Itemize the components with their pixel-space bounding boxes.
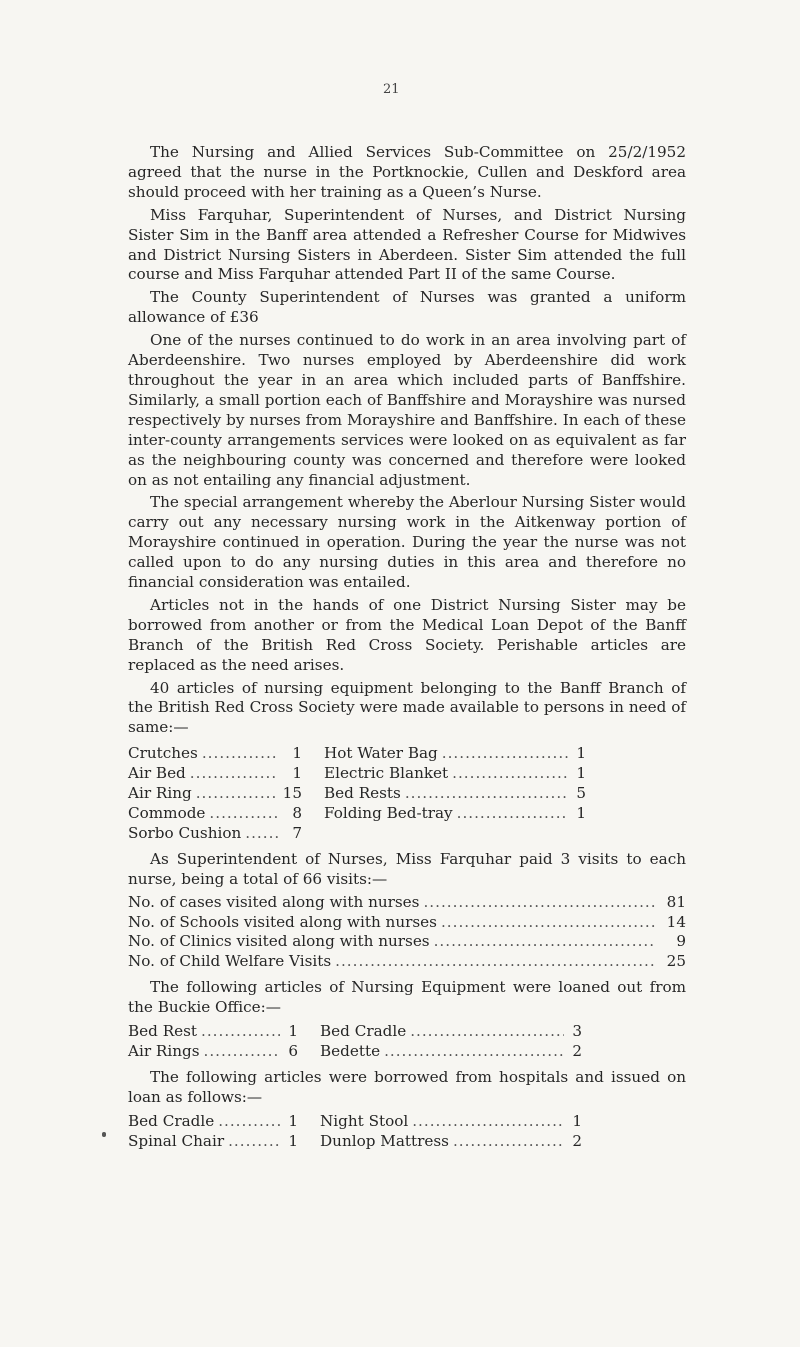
item-label: Commode: [128, 804, 206, 822]
list-item: [128, 824, 686, 844]
item-label: Spinal Chair: [128, 1131, 225, 1150]
list-item: [128, 804, 686, 824]
list-item: [128, 1112, 686, 1132]
item-count: 5: [576, 784, 586, 803]
list-item: [128, 932, 686, 952]
item-label: Bed Cradle: [128, 1111, 215, 1130]
list-item: [128, 1042, 686, 1062]
item-count: 1: [572, 1111, 582, 1130]
list-item: [128, 784, 686, 804]
paragraph-inter-county: One of the nurses continued to do work in an area involving part of Aberdeenshire. Two nurses employed by Aberdeenshire did work throughout the year in an area which included parts of Banffshire. Similarly, a small portion each of Banffshire and Morayshire was nursed respectively by nurses from Morayshire and Banffshire. In each of these inter-county arrangements services were looked on as equivalent as far as the neighbouring county was concerned and therefore were looked on as not entailing any financial adjustment.: [128, 331, 686, 489]
paragraph-uniform-allowance: The County Superintendent of Nurses was granted a uniform allowance of £36: [128, 288, 686, 327]
item-label: Crutches: [128, 744, 198, 763]
item-label: Folding Bed-tray: [324, 804, 453, 822]
item-label: Bed Rest: [128, 1022, 198, 1041]
buckie-items-list: [128, 1022, 686, 1062]
list-item: [128, 1022, 686, 1042]
visit-count: 9: [676, 932, 686, 951]
paragraph-visits-intro: As Superintendent of Nurses, Miss Farquhar paid 3 visits to each nurse, being a total of 66 visits:—: [128, 849, 686, 888]
item-label: Air Bed: [128, 764, 186, 783]
paragraph-refresher-course: Miss Farquhar, Superintendent of Nurses, and District Nursing Sister Sim in the Banff area attended a Refresher Course for Midwives and District Nursing Sisters in Aberdeen. Sister Sim attended the full course and Miss Farquhar attended Part II of the same Course.: [128, 205, 686, 284]
item-label: Air Ring: [128, 784, 192, 803]
visit-count: 25: [666, 952, 686, 971]
paragraph-training: The Nursing and Allied Services Sub-Committee on 25/2/1952 agreed that the nurse in the Portknockie, Cullen and Deskford area should proceed with her training as a Queen’s Nurse.: [128, 143, 686, 201]
page-body: [128, 143, 686, 1158]
visit-count: 81: [666, 892, 686, 911]
item-count: 1: [576, 804, 586, 822]
item-count: 2: [572, 1131, 582, 1150]
visit-count: 14: [666, 912, 686, 931]
item-label: Air Rings: [128, 1041, 200, 1060]
paragraph-loan-depot: Articles not in the hands of one District Nursing Sister may be borrowed from another or from the Medical Loan Depot of the Banff Branch of the British Red Cross Society. Perishable articles are replaced as the need arises.: [128, 595, 686, 674]
list-item: [128, 952, 686, 972]
item-label: Night Stool: [320, 1111, 409, 1130]
item-count: 1: [288, 1022, 298, 1041]
visit-label: No. of Clinics visited along with nurses: [128, 932, 430, 951]
list-item: [128, 913, 686, 933]
item-count: 6: [288, 1041, 298, 1060]
item-label: Electric Blanket: [324, 764, 449, 783]
item-label: Bed Cradle: [320, 1022, 407, 1041]
item-label: Sorbo Cushion: [128, 823, 242, 842]
page-number: 21: [383, 82, 400, 97]
red-cross-items-list: [128, 744, 686, 844]
paragraph-hospital-intro: The following articles were borrowed from hospitals and issued on loan as follows:—: [128, 1067, 686, 1106]
item-count: 8: [292, 804, 302, 822]
item-count: 1: [288, 1111, 298, 1130]
hospital-items-list: [128, 1112, 686, 1152]
item-count: 3: [572, 1022, 582, 1041]
visit-label: No. of Child Welfare Visits: [128, 952, 332, 971]
visit-label: No. of Schools visited along with nurses: [128, 912, 437, 931]
paragraph-buckie-intro: The following articles of Nursing Equipment were loaned out from the Buckie Office:—: [128, 978, 686, 1017]
item-label: Bed Rests: [324, 784, 401, 803]
item-count: 1: [292, 764, 302, 783]
item-label: Bedette: [320, 1041, 381, 1060]
paragraph-red-cross-equipment: 40 articles of nursing equipment belonging to the Banff Branch of the British Red Cross Society were made available to persons in need of same:—: [128, 678, 686, 737]
item-count: 1: [288, 1131, 298, 1150]
list-item: [128, 893, 686, 913]
item-label: Dunlop Mattress: [320, 1131, 449, 1150]
item-count: 1: [576, 764, 586, 783]
item-label: Hot Water Bag: [324, 744, 438, 763]
list-item: [128, 1132, 686, 1152]
visits-list: [128, 893, 686, 973]
visit-label: No. of cases visited along with nurses: [128, 892, 420, 911]
list-item: [128, 764, 686, 784]
item-count: 1: [576, 744, 586, 763]
item-count: 7: [292, 823, 302, 842]
item-count: 2: [572, 1041, 582, 1060]
list-item: [128, 744, 686, 764]
ink-speck: [102, 1132, 106, 1137]
item-count: 1: [292, 744, 302, 763]
item-count: 15: [282, 784, 302, 803]
paragraph-aberlour: The special arrangement whereby the Aberlour Nursing Sister would carry out any necessary nursing work in the Aitkenway portion of Morayshire continued in operation. During the year the nurse was not called upon to do any nursing duties in this area and therefore no financial consideration was entailed.: [128, 493, 686, 592]
